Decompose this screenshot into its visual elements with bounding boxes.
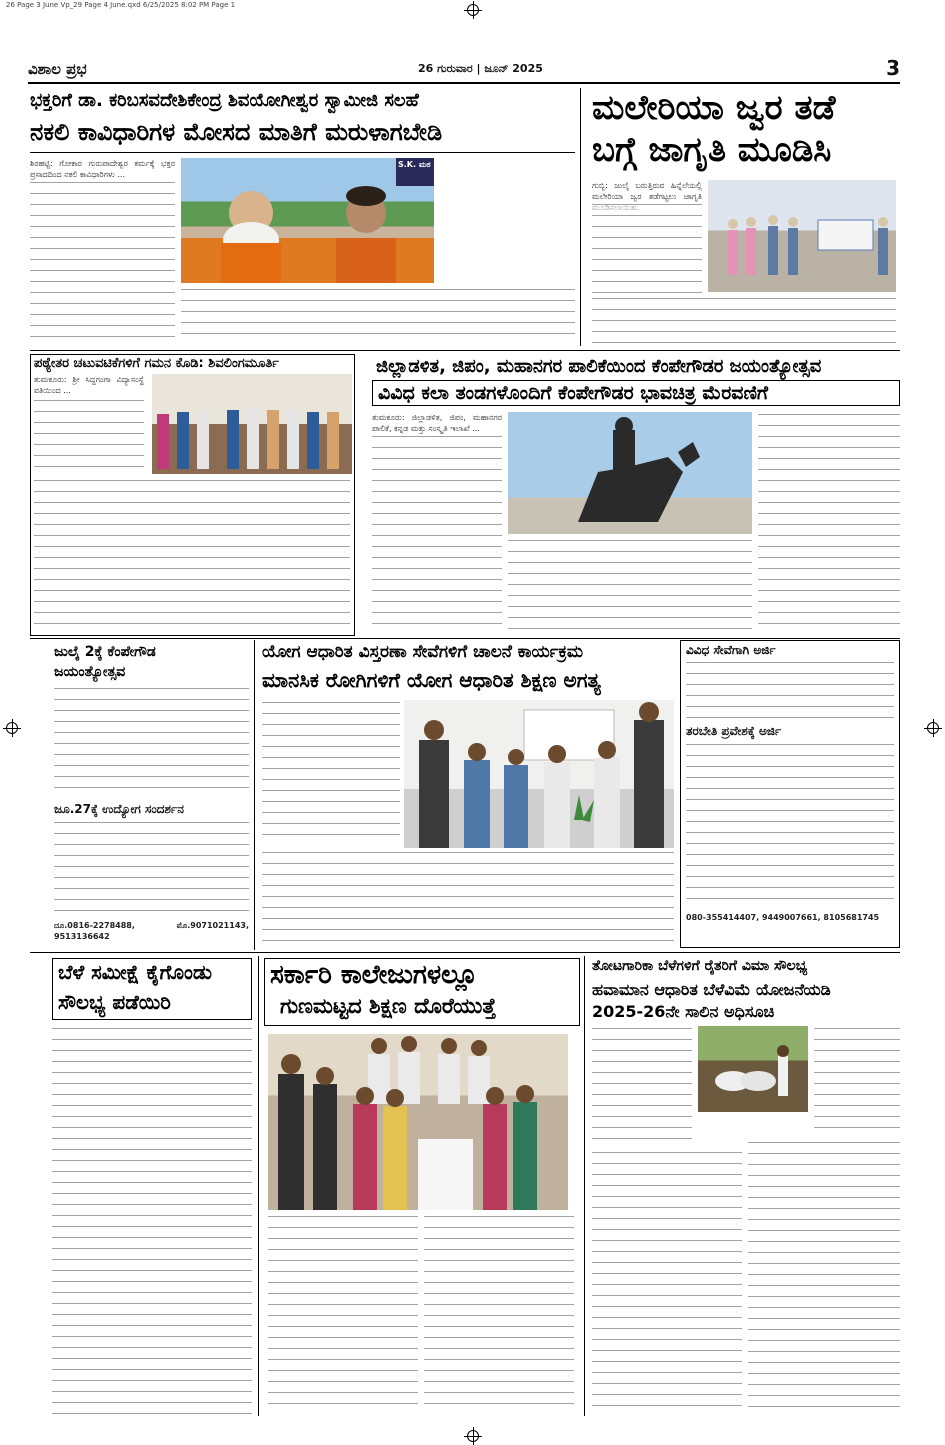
divider xyxy=(30,952,900,953)
divider xyxy=(30,350,900,351)
a6-headline-line2: ಮಾನಸಿಕ ರೋಗಿಗಳಿಗೆ ಯೋಗ ಆಧಾರಿತ ಶಿಕ್ಷಣ ಅಗತ್ಯ xyxy=(262,668,601,692)
a1-column-text xyxy=(30,180,175,340)
a4-body-text xyxy=(508,538,752,634)
a7-subheading: ತರಬೇತಿ ಪ್ರವೇಶಕ್ಕೆ ಅರ್ಜಿ xyxy=(686,724,782,738)
a2-photo xyxy=(708,180,896,292)
a2-body-text xyxy=(592,296,896,346)
a1-headline: ನಕಲಿ ಕಾವಿಧಾರಿಗಳ ಮೋಸದ ಮಾತಿಗೆ ಮರುಳಾಗಬೇಡಿ xyxy=(30,118,443,146)
a5-headline-line2: ಜಯಂತ್ಯೋತ್ಸವ xyxy=(54,664,126,680)
a5-body-text xyxy=(54,686,249,798)
a10-body-text-2 xyxy=(748,1140,900,1416)
divider xyxy=(254,640,255,950)
a1-photo xyxy=(181,158,434,283)
a4-kicker: ಜಿಲ್ಲಾಡಳಿತ, ಜಿಪಂ, ಮಹಾನಗರ ಪಾಲಿಕೆಯಿಂದ ಕೆಂಪೇಗೌಡರ ಜಯಂತ್ಯೋತ್ಸವ xyxy=(376,356,822,377)
brand-name: ವಿಶಾಲ ಪ್ರಭ xyxy=(28,60,87,78)
issue-date: 26 ಗುರುವಾರ | ಜೂನ್ 2025 xyxy=(418,62,543,75)
a5-phone-numbers: ದೂ.0816-2278488, ಮೊ.9071021143, 9513136642 xyxy=(54,921,249,941)
page-number: 3 xyxy=(886,56,900,80)
a1-lead: ಶಿರಹಟ್ಟಿ: ಗೋಕಾರ ಗುರುಪಾದೇಶ್ವರ ಕರ್ಮಕ್ಕೆ ಭಕ್ತರ ಪ್ರಸಾದದಿಂದ ನಕಲಿ ಕಾವಿಧಾರಿಗಳು ... xyxy=(30,159,175,179)
a4-column-text xyxy=(372,434,502,634)
registration-mark-icon xyxy=(467,1430,479,1442)
a9-column-text xyxy=(268,1214,418,1414)
a4-photo-statue xyxy=(508,412,752,534)
a3-lead: ತುಮಕೂರು: ಶ್ರೀ ಸಿದ್ದಗಂಗಾ ವಿದ್ಯಾಸಂಸ್ಥೆ ವತಿಯಿಂದ ... xyxy=(34,375,144,395)
a9-headline-line1: ಸರ್ಕಾರಿ ಕಾಲೇಜುಗಳಲ್ಲೂ xyxy=(270,960,478,990)
divider xyxy=(580,88,581,346)
a7-phone-numbers: 080-355414407, 9449007661, 8105681745 xyxy=(686,913,880,922)
a10-headline-line2: 2025-26ನೇ ಸಾಲಿನ ಅಧಿಸೂಚಿ xyxy=(592,1002,775,1021)
a8-headline-line1: ಬೆಳೆ ಸಮೀಕ್ಷೆ ಕೈಗೊಂಡು xyxy=(58,960,212,984)
divider xyxy=(258,956,259,1416)
a1-photo-banner: S.K. ಮಠ xyxy=(398,160,431,169)
a7-headline: ವಿವಿಧ ಸೇವೆಗಾಗಿ ಅರ್ಜಿ xyxy=(686,643,776,657)
a2-headline-line1: ಮಲೇರಿಯಾ ಜ್ವರ ತಡೆ xyxy=(592,88,836,128)
a1-kicker: ಭಕ್ತರಿಗೆ ಡಾ. ಕರಿಬಸವದೇಶಿಕೇಂದ್ರ ಶಿವಯೋಗೀಶ್ವರ ಸ್ವಾಮೀಜಿ ಸಲಹೆ xyxy=(30,90,419,111)
a3-photo xyxy=(152,374,352,474)
registration-mark-icon xyxy=(927,722,939,734)
a10-right-text xyxy=(814,1026,900,1136)
registration-mark-icon xyxy=(6,722,18,734)
a10-kicker: ತೋಟಗಾರಿಕಾ ಬೆಳೆಗಳಿಗೆ ರೈತರಿಗೆ ವಿಮಾ ಸೌಲಭ್ಯ xyxy=(592,958,808,974)
a4-right-column-text xyxy=(758,412,900,634)
a10-body-text xyxy=(592,1150,742,1416)
a2-column-text xyxy=(592,202,702,302)
a7-body-text-2 xyxy=(686,742,894,908)
print-slug: 26 Page 3 June Vp_29 Page 4 June.qxd 6/25/2025 8:02 PM Page 1 xyxy=(6,1,236,9)
a3-column-text xyxy=(34,398,144,468)
a9-column-text-2 xyxy=(424,1214,574,1414)
a6-headline-line1: ಯೋಗ ಆಧಾರಿತ ವಿಸ್ತರಣಾ ಸೇವೆಗಳಿಗೆ ಚಾಲನೆ ಕಾರ್ಯಕ್ರಮ xyxy=(262,642,583,662)
a6-column-text xyxy=(262,700,400,840)
a1-body-text xyxy=(181,287,575,343)
a3-body-text xyxy=(34,478,350,633)
divider xyxy=(584,956,585,1416)
a7-body-text xyxy=(686,660,894,720)
a5-body-text-2 xyxy=(54,820,249,920)
a6-photo xyxy=(404,700,674,848)
a6-body-text xyxy=(262,850,674,946)
a9-photo xyxy=(268,1034,568,1210)
divider xyxy=(30,152,575,153)
a10-headline-line1: ಹವಾಮಾನ ಆಧಾರಿತ ಬೆಳೆವಿಮೆ ಯೋಜನೆಯಡಿ xyxy=(592,980,831,999)
masthead xyxy=(28,56,900,84)
a8-body-text xyxy=(52,1026,252,1416)
a2-lead: ಗುಬ್ಬಿ: ಜುಲೈ ಬರುತ್ತಿರುವ ಹಿನ್ನೆಲೆಯಲ್ಲಿ ಮಲೇರಿಯಾ ಜ್ವರ ತಡೆಗಟ್ಟಲು ಜಾಗೃತಿ xyxy=(592,181,702,201)
a4-headline: ವಿವಿಧ ಕಲಾ ತಂಡಗಳೊಂದಿಗೆ ಕೆಂಪೇಗೌಡರ ಭಾವಚಿತ್ರ ಮೆರವಣಿಗೆ xyxy=(378,382,768,404)
a5-headline-line1: ಜುಲೈ 2ಕ್ಕೆ ಕೆಂಪೇಗೌಡ xyxy=(54,644,156,660)
registration-mark-icon xyxy=(467,4,479,16)
a8-headline-line2: ಸೌಲಭ್ಯ ಪಡೆಯಿರಿ xyxy=(58,990,171,1014)
a2-headline-line2: ಬಗ್ಗೆ ಜಾಗೃತಿ ಮೂಡಿಸಿ xyxy=(592,130,832,170)
a10-column-text xyxy=(592,1026,692,1146)
a4-lead: ತುಮಕೂರು: ಜಿಲ್ಲಾಡಳಿತ, ಜಿಪಂ, ಮಹಾನಗರ ಪಾಲಿಕೆ, ಕನ್ನಡ ಮತ್ತು ಸಂಸ್ಕೃತಿ ಇಲಾಖೆ ... xyxy=(372,413,502,433)
a10-photo-farmer xyxy=(698,1026,808,1112)
a9-headline-line2: ಗುಣಮಟ್ಟದ ಶಿಕ್ಷಣ ದೊರೆಯುತ್ತೆ xyxy=(280,994,497,1018)
a3-headline: ಪಠ್ಯೇತರ ಚಟುವಟಿಕೆಗಳಿಗೆ ಗಮನ ಕೊಡಿ: ಶಿವಲಿಂಗಮೂರ್ತಿ xyxy=(34,356,280,371)
divider xyxy=(30,638,900,639)
a5-subheading: ಜೂ.27ಕ್ಕೆ ಉದ್ಯೋಗ ಸಂದರ್ಶನ xyxy=(54,802,184,816)
swamiji-photo-illustration xyxy=(181,158,434,283)
